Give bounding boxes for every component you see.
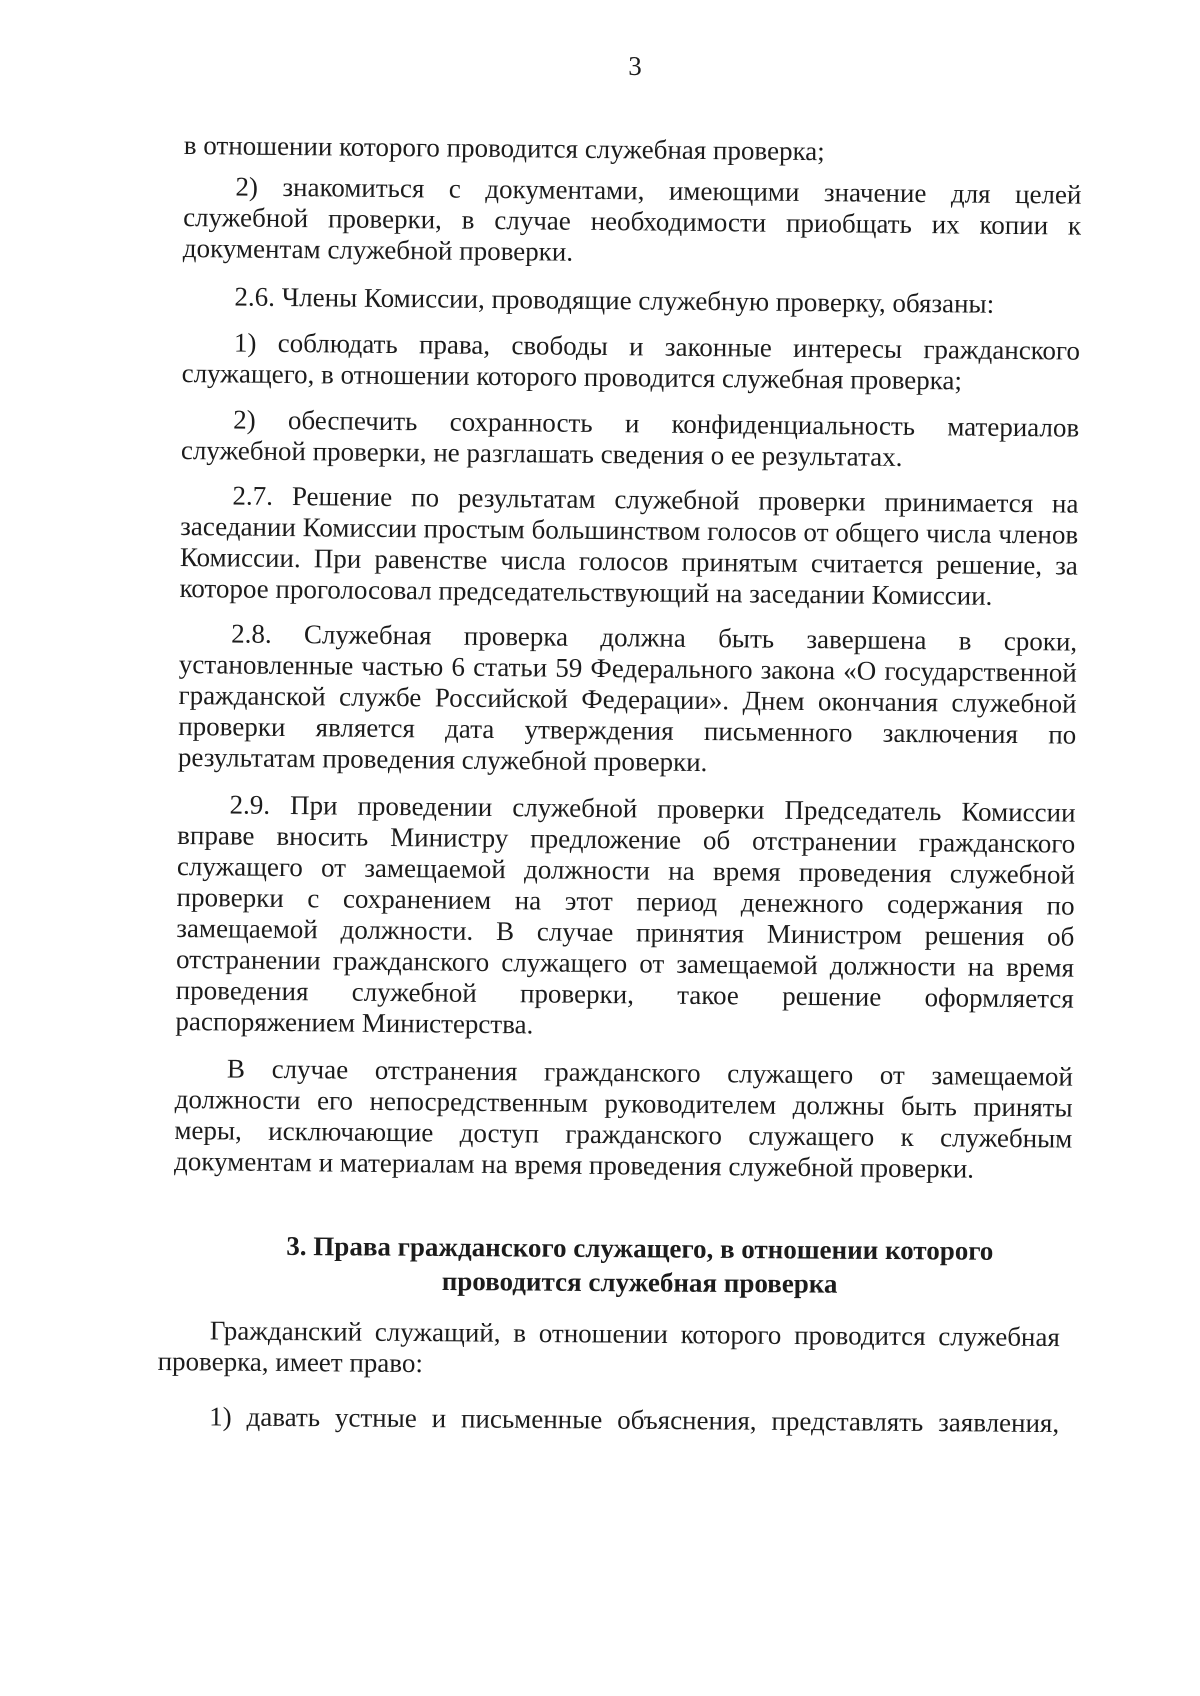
- paragraph-right-1-explanations: 1) давать устные и письменные объяснения, представлять заявления,: [209, 1401, 1060, 1439]
- paragraph-2-6: 2.6. Члены Комиссии, проводящие служебную проверку, обязаны:: [234, 281, 995, 319]
- body-text-block-1: [174, 130, 1082, 1186]
- paragraph-item-2-confidentiality: 2) обеспечить сохранность и конфиденциальность материалов служебной проверки, не разглашать сведения о ее результатах.: [180, 404, 1080, 472]
- body-text-block-2: [157, 1315, 1060, 1439]
- paragraph-suspension-measures: В случае отстранения гражданского служащего от замещаемой должности его непосредственным руководителем должны быть приняты меры, исключающие доступ гражданского служащего к служебным документам и материалам на время проведения служебной проверки.: [173, 1053, 1074, 1184]
- section-3-heading: [160, 1228, 1120, 1303]
- paragraph-item-2-familiarize: 2) знакомиться с документами, имеющими значение для целей служебной проверки, в случае необходимости приобщать их копии к документам служебной проверки.: [182, 171, 1082, 267]
- page-number: 3: [628, 51, 642, 81]
- section-3-heading-line-1: 3. Права гражданского служащего, в отношении которого: [286, 1230, 994, 1266]
- paragraph-continuation: в отношении которого проводится служебная проверка;: [183, 130, 825, 167]
- paragraph-2-9: 2.9. При проведении служебной проверки Председатель Комиссии вправе вносить Министру предложение об отстранении гражданского служащего от замещаемой должности на время проведения служебной проверки с сохранением на этот период денежного содержания по замещаемой должности. В случае принятия Министром решения об отстранении гражданского служащего от замещаемой должности на время проведения служебной проверки, такое решение оформляется распоряжением Министерства.: [175, 789, 1076, 1040]
- paragraph-item-1-observe-rights: 1) соблюдать права, свободы и законные интересы гражданского служащего, в отношении которого проводится служебная проверка;: [181, 327, 1081, 396]
- paragraph-2-8: 2.8. Служебная проверка должна быть завершена в сроки, установленные частью 6 статьи 59 Федерального закона «О государственной гражданской службе Российской Федерации». Днем окончания служебной проверки является дата утверждения письменного заключения по результатам проведения служебной проверки.: [177, 618, 1078, 778]
- section-3-heading-line-2: проводится служебная проверка: [441, 1265, 838, 1299]
- paragraph-rights-intro: Гражданский служащий, в отношении которого проводится служебная проверка, имеет право:: [157, 1315, 1060, 1379]
- paragraph-2-7: 2.7. Решение по результатам служебной проверки принимается на заседании Комиссии простым большинством голосов от общего числа членов Комиссии. При равенстве числа голосов принятым считается решение, за которое проголосовал председательствующий на заседании Комиссии.: [179, 480, 1079, 611]
